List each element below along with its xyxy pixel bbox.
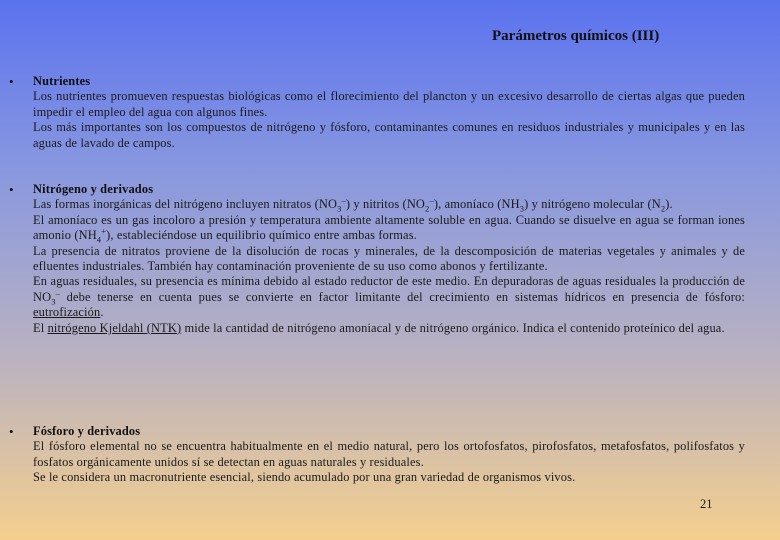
paragraph: El fósforo elemental no se encuentra habitualmente en el medio natural, pero los ortofosfatos, pirofosfatos, metafosfatos, polifosfatos y fosfatos orgánicamente unidos sí se detectan en aguas naturales y residuales. [33,439,745,469]
paragraph: Se le considera un macronutriente esencial, siendo acumulado por una gran variedad de organismos vivos. [33,470,576,485]
text-run: ) y nitritos (NO [345,197,426,212]
paragraph [33,213,745,244]
subscript: 2 [425,203,430,214]
text-run: ), amoníaco (NH [433,197,520,212]
text-run: ) y nitrógeno molecular (N [524,197,661,212]
subscript: 3 [519,203,525,214]
paragraph [33,197,745,212]
paragraph [33,321,745,336]
superscript: – [55,287,61,298]
section-content [33,182,745,336]
text-run: mide la cantidad de nitrógeno amoniacal y de nitrógeno orgánico. Indica el contenido proteínico del agua. [181,320,725,335]
paragraph: Los más importantes son los compuestos de nitrógeno y fósforo, contaminantes comunes en residuos industriales y municipales y en las aguas de lavado de campos. [33,120,745,150]
paragraph: Los nutrientes promueven respuestas biológicas como el florecimiento del plancton y un excesivo desarrollo de ciertas algas que pueden impedir el empleo del agua con algunos fines. [33,89,745,119]
eutrofizacion-link[interactable]: eutrofización [33,305,101,320]
paragraph: La presencia de nitratos proviene de la disolución de rocas y minerales, de la descomposición de materias vegetales y animales y de efluentes industriales. También hay contaminación proveniente de su uso como abonos y fertilizante. [33,243,745,274]
text-run: En aguas residuales, su presencia es mínima debido al estado reductor de este medio. En depuradoras de aguas residuales la producción de NO [33,274,745,304]
page-number: 21 [700,497,713,511]
subscript: 3 [51,296,56,307]
subscript: 2 [660,203,666,214]
nitrogeno-kjeldahl-link[interactable]: nitrógeno Kjeldahl (NTK) [47,320,182,335]
section-heading: Nitrógeno y derivados [33,182,154,196]
text-run: El amoníaco es un gas incoloro a presión y temperatura ambiente altamente soluble en agua. Cuando se disuelve en agua se forman iones amonio (NH [33,212,745,243]
text-run: . [100,305,104,320]
superscript: – [429,195,434,206]
section-content [33,424,745,486]
superscript: – [341,195,346,206]
subscript: 3 [337,203,342,214]
bullet: • [9,74,14,89]
subscript: 4 [96,234,102,245]
text-run: Las formas inorgánicas del nitrógeno incluyen nitratos (NO [33,197,338,212]
slide-title: Parámetros químicos (III) [492,28,660,44]
section-content [33,74,745,151]
bullet: • [9,424,14,439]
section-heading: Fósforo y derivados [33,424,141,438]
text-run: debe tenerse en cuenta pues se convierte en factor limitante del crecimiento en sistemas hídricos en presencia de fósforo: [60,289,745,304]
text-run: ), estableciéndose un equilibrio químico entre ambas formas. [106,228,417,243]
section-heading: Nutrientes [33,74,91,88]
superscript: + [101,226,107,237]
paragraph [33,274,745,320]
bullet: • [9,182,14,197]
text-run: El [33,320,48,335]
text-run: ). [665,197,673,212]
